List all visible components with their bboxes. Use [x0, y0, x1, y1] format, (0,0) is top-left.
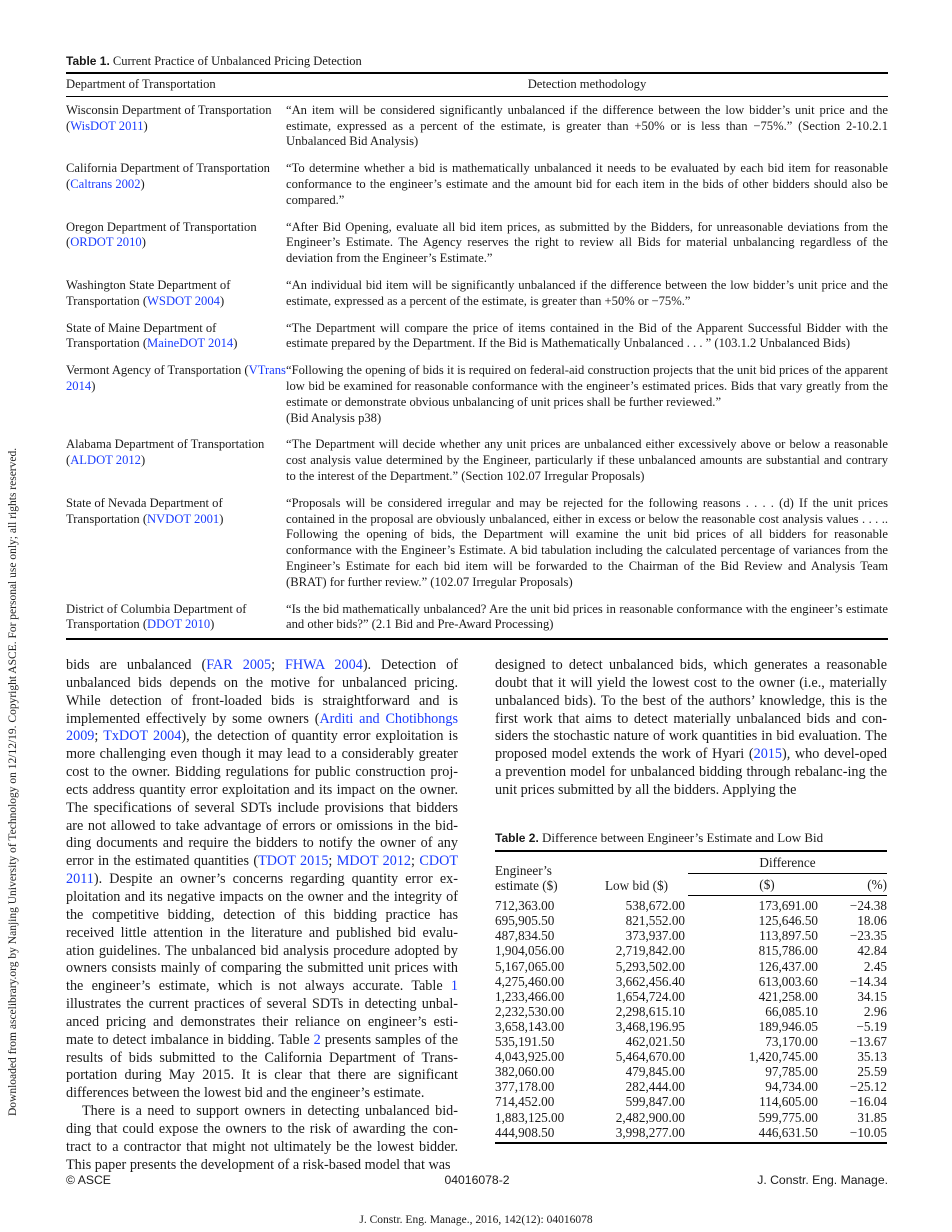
text-run: ;: [94, 728, 104, 745]
detection-methodology-cell: [286, 490, 888, 596]
detection-methodology-cell: [286, 272, 888, 315]
paren-close: ): [233, 336, 238, 351]
department-cell: [66, 155, 286, 213]
body-column-right: [495, 657, 887, 800]
low-bid-cell: 1,654,724.00: [615, 988, 685, 1004]
low-bid-cell: 599,847.00: [625, 1094, 685, 1110]
table-row: [495, 1034, 887, 1049]
low-bid-cell: 479,845.00: [625, 1064, 685, 1080]
low-bid-cell: 5,464,670.00: [615, 1049, 685, 1065]
citation-link[interactable]: 2: [313, 1031, 321, 1048]
department-cell: [66, 272, 286, 315]
body-paragraph: There is a need to support owners in detecting unbalanced bid-ding that could expose the owners to the risk of awarding the con-tract to a contractor that might not ultimately be the lowest bidder. This paper presents the development of a risk-based model that was: [66, 1103, 458, 1173]
engineers-estimate-cell: 1,904,056.00: [495, 943, 565, 959]
body-column-left: [66, 657, 458, 1174]
methodology-text: “Following the opening of bids it is required on federal-aid construction projects that the unit bid prices of the apparent low bid be examined for reasonable conformance with the engineer’s estimated prices. Bids that vary greatly from the estimate or demonstrate obvious unbalancing of unit prices shall be further reviewed.”: [286, 363, 888, 409]
table-row: [495, 989, 887, 1004]
low-bid-cell: 821,552.00: [625, 913, 685, 929]
engineers-estimate-cell: 714,452.00: [495, 1094, 555, 1110]
table-row: [66, 490, 888, 596]
difference-dollars-cell: 126,437.00: [758, 958, 818, 974]
department-name: Alabama Department of Transportation (: [66, 437, 265, 468]
difference-percent-cell: −16.04: [849, 1094, 887, 1110]
text-run: ). Detection of unbalanced bids depends on the motive for unbalanced pricing. While detection of front-loaded bids is straightforward and is implemented effectively by some owners (: [66, 657, 458, 727]
table-row: [495, 1064, 887, 1079]
difference-dollars-cell: 599,775.00: [758, 1109, 818, 1125]
low-bid-cell: 3,998,277.00: [595, 1125, 688, 1143]
difference-dollars-cell: 94,734.00: [765, 1079, 818, 1095]
table-row: [66, 155, 888, 213]
engineers-estimate-cell: 4,043,925.00: [495, 1049, 565, 1065]
difference-percent-cell: 35.13: [857, 1049, 887, 1065]
table-1-header-row: [66, 73, 888, 96]
low-bid-cell: 3,662,456.40: [615, 973, 685, 989]
methodology-text: “An item will be considered significantly unbalanced if the difference between the low bidder’s unit price and the estimate, expressed as a percent of the estimate, is greater than +50% or is less than −75%.” (Section 2-10.2.1 Unbalanced Bid Analysis): [286, 102, 888, 149]
difference-percent-cell: 34.15: [857, 988, 887, 1004]
engineers-estimate-cell: 695,905.50: [495, 913, 555, 929]
methodology-text: “After Bid Opening, evaluate all bid item prices, as submitted by the Bidders, for unreasonable deviations from the Engineer’s Estimate. The Agency reserves the right to review all Bids for material unbalancing regardless of the deviation from the Engineer’s Estimate.”: [286, 219, 888, 266]
table-1-title: Current Practice of Unbalanced Pricing Detection: [112, 54, 362, 68]
reference-link[interactable]: WisDOT 2011: [70, 118, 144, 133]
difference-percent-cell: 31.85: [857, 1109, 887, 1125]
table-row: [495, 1019, 887, 1034]
table-2: [495, 830, 887, 1144]
difference-percent-cell: −14.34: [849, 973, 887, 989]
low-bid-cell: 282,444.00: [625, 1079, 685, 1095]
difference-dollars-cell: 189,946.05: [758, 1018, 818, 1034]
table-row: [66, 596, 888, 640]
department-cell: [66, 315, 286, 358]
download-notice-text: Downloaded from ascelibrary.org by Nanjing University of Technology on 12/12/19. Copyright ASCE. For personal use only; all rights reserved.: [7, 447, 19, 1116]
difference-dollars-cell: 421,258.00: [758, 988, 818, 1004]
table-2-header-row: [495, 851, 887, 874]
detection-methodology-cell: [286, 315, 888, 358]
table-1: [66, 54, 888, 640]
header-difference-percent: (%): [846, 874, 887, 896]
header-difference-group: Difference: [688, 851, 887, 874]
methodology-text: “The Department will decide whether any unit prices are unbalanced either excessively above or below a reasonable cost analysis value determined by the Engineer, particularly if these unbalanced amounts are substantial and contrary to the interest of the Department.” (Section 102.07 Irregular Proposals): [286, 437, 888, 483]
difference-percent-cell: −24.38: [849, 898, 887, 914]
engineers-estimate-cell: 3,658,143.00: [495, 1018, 565, 1034]
header-detection-methodology: Detection methodology: [286, 73, 888, 96]
department-cell: [66, 596, 286, 640]
low-bid-cell: 3,468,196.95: [615, 1018, 685, 1034]
citation-link[interactable]: FAR 2005: [206, 657, 272, 673]
difference-percent-cell: 2.45: [863, 958, 887, 974]
department-cell: [66, 214, 286, 272]
table-row: [495, 1125, 887, 1143]
difference-dollars-cell: 446,631.50: [688, 1125, 846, 1143]
table-row: [495, 928, 887, 943]
difference-dollars-cell: 125,646.50: [758, 913, 818, 929]
footer-copyright: © ASCE: [66, 1173, 111, 1187]
difference-dollars-cell: 815,786.00: [758, 943, 818, 959]
difference-dollars-cell: 114,605.00: [759, 1094, 818, 1110]
text-run: illustrates the current practices of several SDTs in detecting unbal-anced pricing and demonstrates their reliance on engineer’s esti-mate to detect imbalance in bidding. Table: [66, 996, 458, 1048]
body-paragraph: [495, 657, 887, 800]
methodology-text: “Is the bid mathematically unbalanced? Are the unit bid prices in reasonable conformance with the engineer’s estimate and other bids?” (2.1 Bid and Pre-Award Processing): [286, 601, 888, 632]
department-cell: [66, 96, 286, 155]
department-name: State of Maine Department of Transportation (: [66, 320, 217, 351]
department-name: Oregon Department of Transportation (: [66, 219, 257, 250]
citation-link[interactable]: TxDOT 2004: [103, 728, 182, 745]
table-row: [66, 214, 888, 272]
engineers-estimate-cell: 1,233,466.00: [495, 988, 565, 1004]
low-bid-cell: 2,719,842.00: [615, 943, 685, 959]
department-name: Washington State Department of Transportation (: [66, 277, 231, 308]
text-run: designed to detect unbalanced bids, which generates a reasonable doubt that it will yield the lowest cost to the owner (i.e., materially unbalanced bids). To the best of the authors’ knowledge, this is the first work that aims to detect materially unbalanced bids and con-siders the stochastic nature of work quantities in bid evaluation. The proposed model extends the work of Hyari (: [495, 657, 887, 763]
table-row: [495, 959, 887, 974]
low-bid-cell: 2,482,900.00: [615, 1109, 685, 1125]
text-run: bids are unbalanced (: [66, 657, 207, 673]
low-bid-cell: 5,293,502.00: [615, 958, 685, 974]
table-row: [495, 1094, 887, 1109]
table-row: [495, 1004, 887, 1019]
engineers-estimate-cell: 2,232,530.00: [495, 1003, 565, 1019]
table-row: [495, 974, 887, 989]
table-row: [495, 1110, 887, 1125]
paren-close: ): [219, 511, 224, 526]
citation-link[interactable]: TDOT 2015: [258, 853, 329, 870]
table-row: [495, 1049, 887, 1064]
citation-link[interactable]: MDOT 2012: [336, 853, 412, 870]
difference-percent-cell: −25.12: [849, 1079, 887, 1095]
table-2-grid: [495, 850, 887, 1144]
header-estimate-line2: estimate ($): [495, 877, 558, 893]
footer-page-id: 04016078-2: [444, 1173, 510, 1187]
engineers-estimate-cell: 444,908.50: [495, 1125, 595, 1143]
detection-methodology-cell: [286, 596, 888, 640]
department-cell: [66, 490, 286, 596]
detection-methodology-cell: [286, 155, 888, 213]
difference-percent-cell: −10.05: [846, 1125, 887, 1143]
table-1-grid: [66, 72, 888, 640]
difference-dollars-cell: 173,691.00: [758, 898, 818, 914]
table-row: [495, 913, 887, 928]
engineers-estimate-cell: 712,363.00: [495, 897, 555, 913]
department-name: Wisconsin Department of Transportation (: [66, 102, 272, 133]
reference-link[interactable]: ORDOT 2010: [70, 235, 142, 250]
citation-link[interactable]: CDOT 2011: [66, 853, 458, 888]
paren-close: ): [210, 617, 215, 632]
low-bid-cell: 2,298,615.10: [615, 1003, 685, 1019]
reference-link[interactable]: ALDOT 2012: [70, 453, 141, 468]
difference-percent-cell: −23.35: [849, 928, 887, 944]
table-2-title: Difference between Engineer’s Estimate and Low Bid: [542, 830, 824, 845]
table-row: [495, 896, 887, 914]
difference-percent-cell: 2.96: [863, 1003, 887, 1019]
department-name: Vermont Agency of Transportation (: [66, 363, 249, 378]
reference-link[interactable]: DDOT 2010: [147, 617, 211, 632]
engineers-estimate-cell: 377,178.00: [495, 1079, 555, 1095]
difference-dollars-cell: 1,420,745.00: [748, 1049, 818, 1065]
reference-link[interactable]: VTrans 2014: [66, 363, 286, 393]
text-run: ), who devel-oped a prevention model for unbalanced bidding through rebalanc-ing the unit prices submitted by all the bidders. Applying the: [495, 746, 887, 798]
engineers-estimate-cell: 535,191.50: [495, 1034, 555, 1050]
reference-link[interactable]: MaineDOT 2014: [147, 336, 234, 351]
engineers-estimate-cell: 382,060.00: [495, 1064, 555, 1080]
table-row: [495, 943, 887, 958]
methodology-text: “The Department will compare the price of items contained in the Bid of the Apparent Successful Bidder with the estimate prepared by the Department. If the Bid is Mathematically Unbalanced . . . ” (103.1.2 Unbalanced Bids): [286, 320, 888, 351]
difference-dollars-cell: 613,003.60: [758, 973, 818, 989]
header-department: Department of Transportation: [66, 73, 286, 96]
paren-close: ): [141, 235, 146, 250]
department-name: California Department of Transportation (: [66, 161, 270, 191]
table-row: [66, 431, 888, 489]
header-low-bid: Low bid ($): [595, 851, 688, 896]
citation-link[interactable]: 2015: [753, 746, 782, 763]
citation-line: J. Constr. Eng. Manage., 2016, 142(12): 04016078: [359, 1214, 593, 1226]
difference-percent-cell: 42.84: [857, 943, 887, 959]
paren-close: ): [219, 293, 225, 308]
methodology-text: “To determine whether a bid is mathematically unbalanced it needs to be evaluated by each bid item for reasonable conformance to the engineer’s estimate and the amount bid for each item in the bids of other bidders should also be compared.”: [286, 161, 888, 207]
header-estimate-line1: Engineer’s: [495, 862, 552, 878]
difference-percent-cell: 18.06: [857, 913, 887, 929]
engineers-estimate-cell: 487,834.50: [495, 928, 555, 944]
difference-dollars-cell: 97,785.00: [765, 1064, 818, 1080]
table-row: [495, 1079, 887, 1094]
low-bid-cell: 373,937.00: [625, 928, 685, 944]
engineers-estimate-cell: 5,167,065.00: [495, 958, 565, 974]
table-1-label: Table 1.: [66, 54, 110, 68]
paren-close: ): [140, 176, 145, 191]
methodology-text: “Proposals will be considered irregular and may be rejected for the following reasons . . . . (d) If the unit prices contained in the proposal are obviously unbalanced, either in excess or below the reasonable cost analysis values . . . .. Following the opening of bids, the Department will examine the unit bid prices of all bidders for reasonable conformance with the Engineer’s Estimate. A bid tabulation including the calculated percentage of variances from the Engineer’s Estimate for each bid item will be forwarded to the Chairman of the Bid Review and Analysis Team (BRAT) for further review.” (102.07 Irregular Proposals): [286, 495, 888, 589]
detection-methodology-cell: [286, 357, 888, 431]
page-footer: [66, 1173, 888, 1189]
text-run: ;: [411, 853, 420, 870]
table-row: [66, 315, 888, 358]
footer-journal: J. Constr. Eng. Manage.: [757, 1173, 888, 1187]
citation-link[interactable]: 1: [450, 978, 458, 995]
text-run: ;: [271, 657, 286, 673]
table-row: [66, 272, 888, 315]
download-notice-sidebar: [3, 0, 19, 1116]
text-run: presents samples of the results of bids submitted to the California Department of Trans-portation during May 2015. It is clear that there are significant differences between the lowest bid and the engineer’s estimate.: [66, 1031, 458, 1102]
text-run: ), the detection of quantity error exploitation is more challenging even though it may lead to a considerably greater cost to the owner. Bidding regulations for public construction proj-ects address quantity error exploitation and its impact on the owner. The specifications of several SDTs include provisions that bidders are not allowed to take advantage of errors or omissions in the bid-ding documents and require the bidders to notify the owner of any error in the estimated quantities (: [66, 728, 459, 870]
difference-percent-cell: −13.67: [849, 1034, 887, 1050]
paren-close: ): [140, 453, 146, 468]
table-row: [66, 357, 888, 431]
reference-link[interactable]: Caltrans 2002: [70, 176, 141, 191]
body-paragraph: [66, 657, 458, 1103]
citation-link[interactable]: FHWA 2004: [285, 657, 363, 673]
department-name: District of Columbia Department of Transportation (: [66, 601, 247, 632]
difference-dollars-cell: 66,085.10: [765, 1003, 818, 1019]
header-difference-dollars: ($): [688, 874, 846, 896]
paren-close: ): [143, 118, 148, 133]
detection-methodology-cell: [286, 431, 888, 489]
table-1-caption: [66, 54, 888, 69]
difference-dollars-cell: 113,897.50: [759, 928, 818, 944]
department-cell: [66, 357, 286, 431]
methodology-source: (Bid Analysis p38): [286, 410, 382, 425]
citation-link[interactable]: Arditi and Chotibhongs 2009: [66, 710, 458, 745]
text-run: ;: [328, 853, 337, 870]
reference-link[interactable]: WSDOT 2004: [147, 293, 220, 308]
text-run: ). Despite an owner’s concerns regarding quantity error ex-ploitation and its negative impacts on the owner and the integrity of the competitive bidding, detection of this bidding practice has received little attention in the literature and published bid evalu-ation guidelines. The unbalanced bid analysis procedure adopted by owners consists mainly of comparing the submitted unit prices with the engineer’s estimate, which is not always accurate. Table: [66, 871, 458, 995]
methodology-text: “An individual bid item will be significantly unbalanced if the difference between the low bidder’s unit price and the estimate, expressed as a percent of the estimate, is greater than +50% or −75%.”: [286, 277, 888, 308]
paren-close: ): [91, 378, 96, 393]
engineers-estimate-cell: 1,883,125.00: [495, 1109, 565, 1125]
department-cell: [66, 431, 286, 489]
low-bid-cell: 538,672.00: [625, 897, 685, 913]
header-engineers-estimate: [495, 851, 595, 896]
table-2-label: Table 2.: [495, 831, 539, 845]
reference-link[interactable]: NVDOT 2001: [147, 511, 220, 526]
detection-methodology-cell: [286, 214, 888, 272]
low-bid-cell: 462,021.50: [625, 1034, 685, 1050]
engineers-estimate-cell: 4,275,460.00: [495, 973, 565, 989]
detection-methodology-cell: [286, 96, 888, 155]
table-row: [66, 96, 888, 155]
difference-dollars-cell: 73,170.00: [765, 1034, 818, 1050]
difference-percent-cell: 25.59: [857, 1064, 887, 1080]
difference-percent-cell: −5.19: [856, 1018, 887, 1034]
department-name: State of Nevada Department of Transportation (: [66, 495, 223, 526]
table-2-caption: [495, 830, 887, 846]
